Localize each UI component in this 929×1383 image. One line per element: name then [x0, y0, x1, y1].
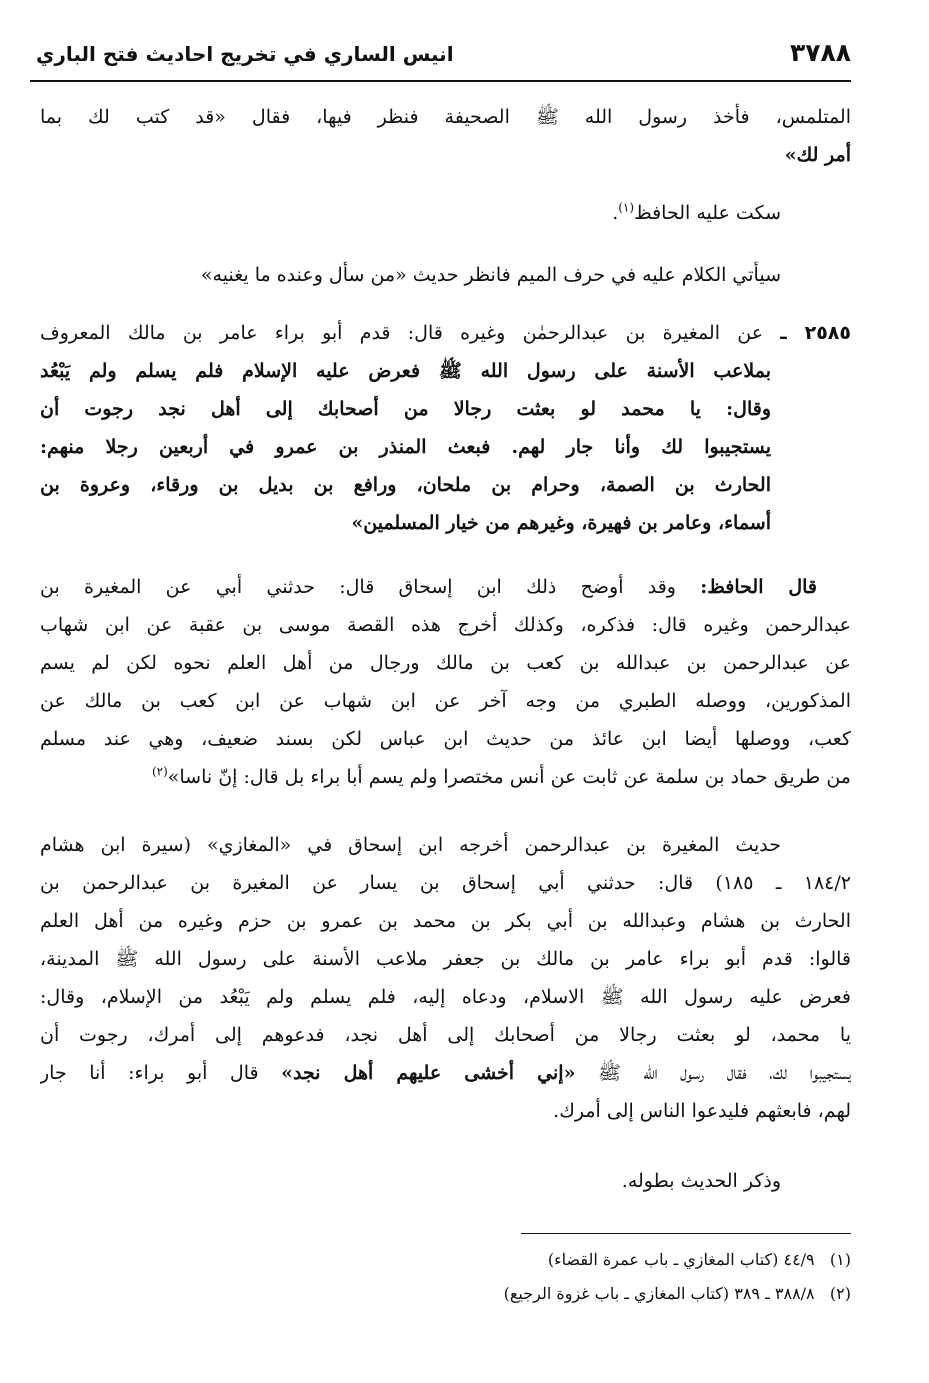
- intro-line-1: المتلمس، فأخذ رسول الله ﷺ الصحيفة فنظر فيها، فقال «قد كتب لك بما: [40, 106, 851, 128]
- hafiz-label: قال الحافظ:: [700, 576, 817, 598]
- footnote-1-text: (كتاب المغازي ـ باب عمرة القضاء): [547, 1250, 779, 1269]
- footnote-ref-2: (٢): [151, 764, 168, 779]
- hafiz-line-2: عبدالرحمن وغيره قال: فذكره، وكذلك أخرج هذه القصة موسى بن عقبة عن ابن شهاب: [40, 614, 851, 636]
- takhrij-paragraph: [40, 826, 851, 1130]
- takhrij-line-7-quote: «إني أخشى عليهم أهل نجد»: [281, 1062, 576, 1084]
- hadith-line-1-text: عن المغيرة بن عبدالرحمٰن وغيره قال: قدم أبو براء عامر بن مالك المعروف: [40, 322, 764, 344]
- footnote-ref-1: (١): [618, 200, 635, 215]
- takhrij-line-1: حديث المغيرة بن عبدالرحمن أخرجه ابن إسحاق في «المغازي» (سيرة ابن هشام: [40, 834, 781, 856]
- footnote-1: [40, 1243, 851, 1277]
- takhrij-line-7-pre: يستجيبوا لك، فقال رسول الله ﷺ: [597, 1062, 851, 1084]
- takhrij-line-6: يا محمد، لو بعثت رجالا من أصحابك إلى أهل نجد، فدعوهم إلى أمرك، رجوت أن: [40, 1024, 851, 1046]
- sayati-paragraph: [40, 256, 851, 294]
- sayati-line: سيأتي الكلام عليه في حرف الميم فانظر حديث «من سأل وعنده ما يغنيه»: [200, 264, 781, 286]
- takhrij-line-7: [40, 1054, 851, 1092]
- hafiz-line-1-text: وقد أوضح ذلك ابن إسحاق قال: حدثني أبي عن المغيرة بن: [40, 576, 676, 598]
- sukut-line: سكت عليه الحافظ$^{(١)}$.: [40, 194, 851, 232]
- takhrij-line-4: قالوا: قدم أبو براء عامر بن مالك بن جعفر ملاعب الأسنة على رسول الله ﷺ المدينة،: [40, 948, 851, 970]
- hadith-line-6: أسماء، وعامر بن فهيرة، وغيرهم من خيار المسلمين»: [351, 512, 771, 534]
- takhrij-line-7-post: قال أبو براء: أنا جار: [40, 1062, 259, 1084]
- hafiz-line-4: المذكورين، ووصله الطبري من وجه آخر عن ابن شهاب عن ابن كعب بن مالك عن: [40, 690, 851, 712]
- hadith-number: ٢٥٨٥ ـ: [780, 322, 851, 344]
- header-rule: [30, 80, 851, 82]
- intro-paragraph: [40, 98, 851, 174]
- intro-line-2: أمر لك»: [784, 144, 851, 166]
- hadith-line-2: بملاعب الأسنة على رسول الله ﷺ فعرض عليه الإسلام فلم يسلم ولم يَبْعُد: [40, 360, 771, 382]
- takhrij-line-3: الحارث بن هشام وعبدالله بن أبي بكر بن محمد بن عمرو بن حزم وغيره من أهل العلم: [40, 910, 851, 932]
- footnote-1-mark: (١): [829, 1250, 851, 1269]
- closing-line: وذكر الحديث بطوله.: [621, 1170, 781, 1192]
- footnote-2-text: (كتاب المغازي ـ باب غزوة الرجيع): [503, 1284, 730, 1303]
- hadith-line-1: [40, 314, 851, 352]
- footnote-1-ref: ٤٤/٩: [783, 1250, 815, 1269]
- hafiz-line-3: عن عبدالرحمن بن عبدالله بن كعب بن مالك ورجال من أهل العلم نحوه لكن لم يسم: [40, 652, 851, 674]
- page-number: ٣٧٨٨: [789, 38, 851, 67]
- footnotes: [40, 1243, 851, 1311]
- sukut-text: سكت عليه الحافظ: [634, 202, 781, 224]
- takhrij-line-5: فعرض عليه رسول الله ﷺ الاسلام، ودعاه إليه، فلم يسلم ولم يَبْعُد من الإسلام، وقال:: [40, 986, 851, 1008]
- footnote-2: [40, 1277, 851, 1311]
- hafiz-line-5: كعب، ووصلها أيضا ابن عائذ من حديث ابن عباس لكن بسند ضعيف، وهي عند مسلم: [40, 728, 851, 750]
- hafiz-paragraph: [40, 568, 851, 796]
- hafiz-line-6-text: من طريق حماد بن سلمة عن ثابت عن أنس مختصرا ولم يسم أبا براء بل قال: إنّ ناسا»: [167, 766, 851, 788]
- hadith-line-5: الحارث بن الصمة، وحرام بن ملحان، ورافع بن بديل بن ورقاء، وعروة بن: [40, 474, 771, 496]
- footnote-2-mark: (٢): [829, 1284, 851, 1303]
- hadith-line-3: وقال: يا محمد لو بعثت رجالا من أصحابك إلى أهل نجد رجوت أن: [40, 398, 771, 420]
- sukut-paragraph: [40, 194, 851, 232]
- hafiz-line-6: [40, 758, 851, 796]
- footnote-rule: [521, 1233, 851, 1234]
- footnote-2-ref: ٣٨٨/٨ ـ ٣٨٩: [734, 1284, 815, 1303]
- hafiz-line-1: [40, 568, 851, 606]
- hadith-line-4: يستجيبوا لك وأنا جار لهم. فبعث المنذر بن عمرو في أربعين رجلا منهم:: [40, 436, 771, 458]
- running-header: [30, 38, 851, 78]
- book-title: انيس الساري في تخريج احاديث فتح الباري: [36, 42, 454, 66]
- closing-paragraph: [40, 1162, 851, 1200]
- takhrij-line-8: لهم، فابعثهم فليدعوا الناس إلى أمرك.: [553, 1100, 851, 1122]
- hadith-2585: [40, 314, 851, 542]
- takhrij-line-2: ١٨٤/٢ ـ ١٨٥) قال: حدثني أبي إسحاق بن يسار عن المغيرة بن عبدالرحمن بن: [40, 872, 851, 894]
